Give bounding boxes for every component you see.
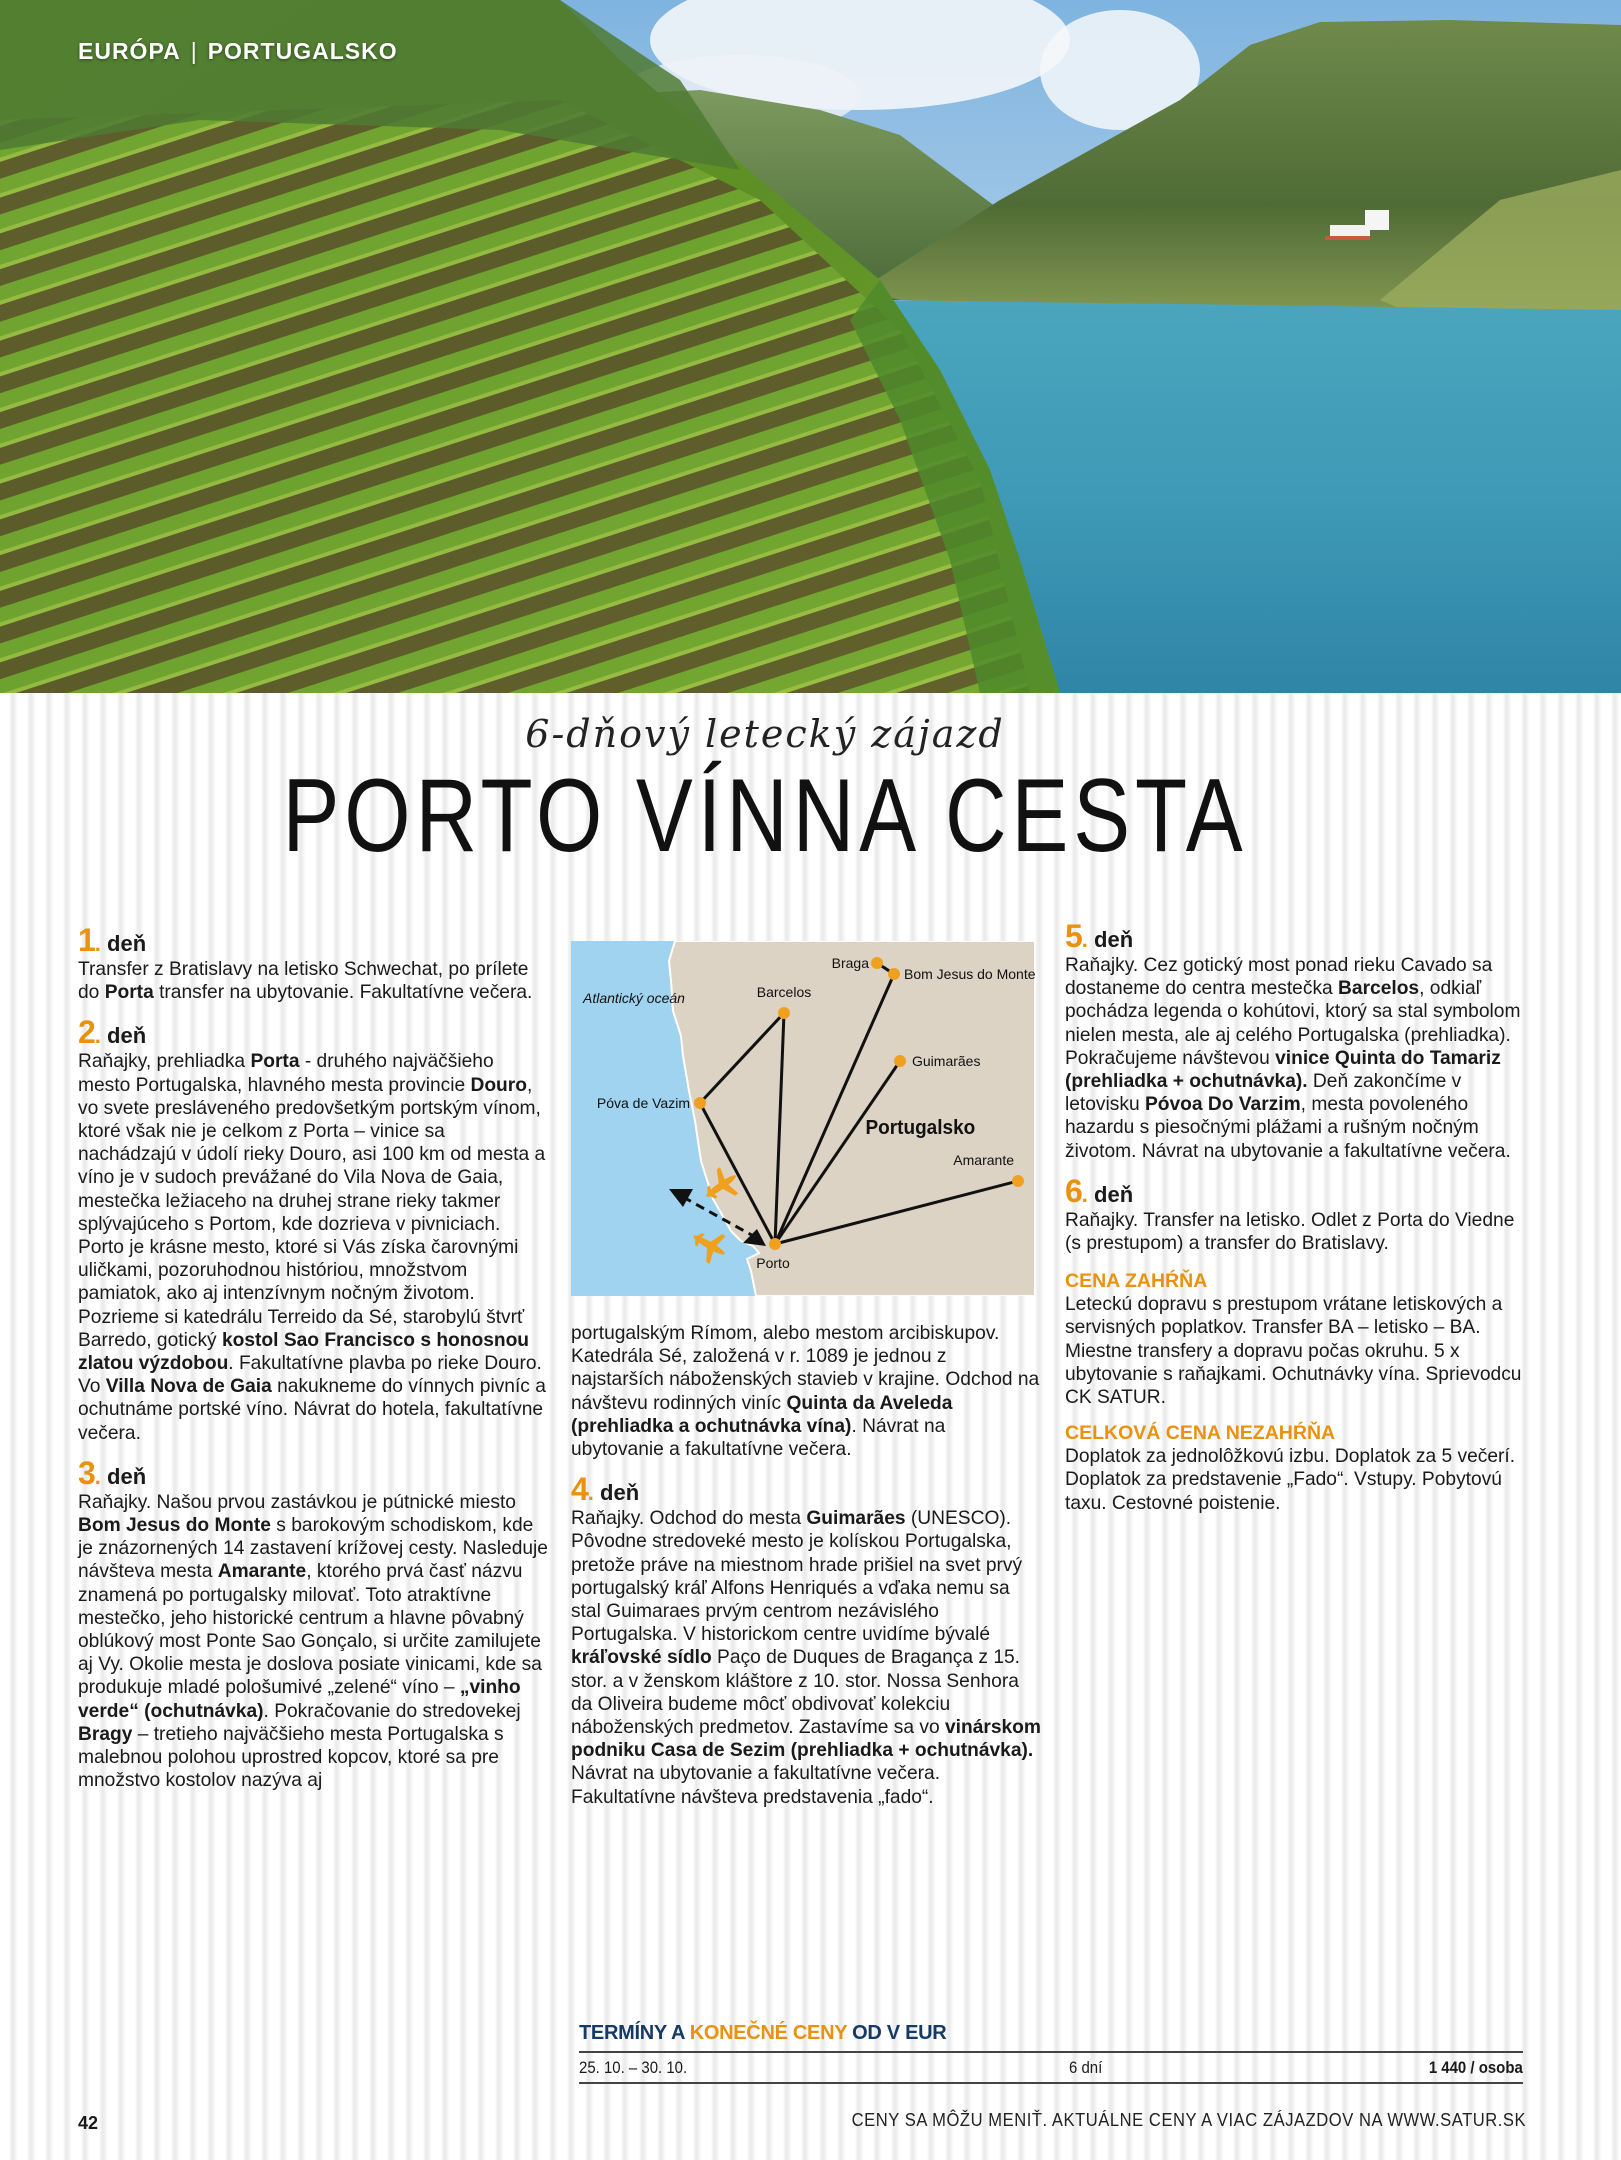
text-run: , ktorého prvá časť názvu znamená po portugalsky milovať. Toto atraktívne mestečko, jeho historické centrum a hlavne pôvabný oblúkový most Ponte Sao Gonçalo, si určite zamilujete aj Vy. Okolie mesta je doslova posiate vinicami, kde sa produkuje mladé pološumivé „zelené“ víno – [78,1561,542,1699]
text-run: , mesta povoleného hazardu s piesočnými plážami a rušným nočným životom. Návrat na ubytovanie a fakultatívne večera. [1065,1094,1511,1162]
included-heading: CENA ZAHŔŇA [1065,1270,1208,1293]
text-run: , vo svete presláveného predovšetkým portským vínom, ktoré však nie je celkom z Porta – vinice sa nachádzajú v údolí rieky Douro, asi 100 km od mesta a víno je v sudoch prevážané do Vila Nova de Gaia, mestečka ležiaceho na druhej strane rieky takmer splývajúceho s Portom, kde dozrieva v pivniciach. Porto je krásne mesto, ktoré si Vás získa čarovnými uličkami, pozoruhodnou históriou, množstvom pamiatok, ako aj intenzívnym nočným životom. Pozrieme si katedrálu Terreido da Sé, starobylú štvrť Barredo, gotický [78,1074,546,1351]
text-run: , odkiaľ pochádza legenda o kohútovi, ktorý sa stal symbolom nielen mesta, ale aj celého Portugalska (prehliadka). Pokračujeme návštevou [1065,978,1521,1069]
place-label-bomjesus: Bom Jesus do Monte [904,966,1035,982]
hero-photo [0,0,1621,693]
text-run: nakukneme do vínnych pivníc a ochutnáme portské víno. Návrat do hotela, fakultatívne večera. [78,1376,546,1444]
day-number: 4 [571,1471,588,1508]
highlighted-text: vinice Quinta do Tamariz (prehliadka + ochutnávka). [1065,1047,1501,1093]
day-description [571,1507,1041,1809]
text-run: Paço de Duques de Bragança z 15. stor. a v ženskom kláštore z 10. stor. Nossa Senhora da Oliveira budeme môcť obdivovať kolekciu náboženských predmetov. Zastavíme sa vo [571,1647,1020,1739]
place-marker-barcelos [778,1007,790,1019]
text-run: Návrat na ubytovanie a fakultatívne večera. Fakultatívne návšteva predstavenia „fado“. [571,1763,941,1808]
place-label-barcelos: Barcelos [756,984,812,1000]
highlighted-text: kostol Sao Francisco s honosnou zlatou výzdobou [78,1329,530,1375]
tour-title: PORTO VÍNNA CESTA [282,758,1248,874]
highlighted-text: Barcelos [1338,978,1420,1000]
price-table [579,2022,1523,2084]
term-dates: 25. 10. – 30. 10. [579,2057,688,2077]
highlighted-text: Póvoa Do Varzim [1144,1094,1301,1116]
text-run: . Fakultatívne plavba po rieke Douro. Vo [78,1353,542,1398]
term-price: 1 440 / osoba [1429,2057,1523,2077]
text-run: . Návrat na ubytovanie a fakultatívne večera. [571,1415,946,1461]
day-3 [78,1454,548,1793]
highlighted-text: Villa Nova de Gaia [105,1376,272,1398]
text-run: Raňajky. Transfer na letisko. Odlet z Porta do Viedne (s prestupom) a transfer do Bratislavy. [1065,1209,1515,1255]
day-2 [78,1014,548,1444]
day-label: deň [1094,1181,1134,1207]
highlighted-text: Amarante [217,1561,307,1583]
place-marker-braga [871,957,883,969]
day-number: 3 [78,1454,95,1491]
day-1 [78,922,548,1004]
place-marker-porto [769,1238,781,1250]
place-marker-bomjesus [888,968,900,980]
day-number: 2 [78,1014,95,1051]
text-run: Raňajky, prehliadka [78,1051,251,1073]
text-run: - druhého najväčšieho mesto Portugalska, hlavného mesta provincie [78,1051,494,1096]
highlighted-text: Guimarães [806,1508,906,1530]
not-included-text: Doplatok za jednolôžkovú izbu. Doplatok za 5 večerí. Doplatok za predstavenie „Fado“. Vstupy. Pobytovú taxu. Cestovné poistenie. [1065,1446,1516,1514]
footer-note: CENY SA MÔŽU MENIŤ. AKTUÁLNE CENY A VIAC ZÁJAZDOV NA WWW.SATUR.SK [851,2110,1526,2130]
heading-part: TERMÍNY A [579,2022,690,2044]
highlighted-text: Porta [104,982,154,1004]
highlighted-text: kráľovské sídlo [571,1647,712,1669]
text-run: Raňajky. Našou prvou zastávkou je pútnické miesto [78,1491,516,1513]
text-run: transfer na ubytovanie. Fakultatívne večera. [153,982,533,1004]
day-3-continued [571,1322,1041,1461]
place-marker-amarante [1012,1175,1024,1187]
day-description [78,958,548,1004]
highlighted-text: Douro [470,1074,527,1096]
country-label: Portugalsko [865,1116,976,1140]
place-label-braga: Braga [831,955,869,971]
breadcrumb-continent: EURÓPA [78,38,181,64]
day-heading: 4. deň [571,1471,640,1508]
day-number: 5 [1065,918,1082,954]
place-label-amarante: Amarante [953,1152,1014,1168]
place-label-porto: Porto [756,1255,790,1271]
region-breadcrumb [78,38,398,65]
day-description [571,1322,1041,1461]
day-heading: 1. deň [78,922,147,958]
breadcrumb-separator: | [190,38,198,64]
text-run: Raňajky. Odchod do mesta [571,1508,807,1530]
tour-subtitle: 6-dňový letecký zájazd [525,712,1005,756]
day-number: 1 [78,922,95,958]
term-duration: 6 dní [1069,2057,1103,2077]
heading-accent: KONEČNÉ CENY [689,2022,847,2044]
text-run: . Pokračovanie do stredovekej [263,1700,521,1722]
highlighted-text: vinárskom podniku Casa de Sezim (prehliadka + ochutnávka). [571,1717,1041,1762]
text-run: s barokovým schodiskom, kde je znázornených 14 zastavení krížovej cesty. Nasleduje návšteva mesta [78,1515,548,1583]
heading-part: OD V EUR [846,2022,947,2044]
price-table-heading [579,2022,1523,2053]
place-marker-povoa [694,1097,706,1109]
text-run: Deň zakončíme v letovisku [1065,1071,1462,1116]
route-map [571,941,1035,1296]
text-run: (UNESCO). Pôvodne stredoveké mesto je kolískou Portugalska, pretože práve na miestnom hrade prišiel na svet prvý portugalský kráľ Alfons Henriqués a vďaka nemu sa stal Guimaraes prvým centrom nezávislého Portugalska. V historickom centre uvidíme bývalé [571,1508,1023,1646]
highlighted-text: Bragy [78,1723,133,1745]
vineyard-river-image [0,0,1621,693]
day-4 [571,1471,1041,1809]
place-label-guimaraes: Guimarães [912,1053,981,1069]
day-label: deň [107,1463,147,1489]
day-heading: 5. deň [1065,918,1134,954]
day-label: deň [107,1023,147,1049]
day-heading: 6. deň [1065,1172,1134,1209]
text-run: portugalským Rímom, alebo mestom arcibiskupov. Katedrála Sé, založená v r. 1089 je jednou z najstarších náboženských stavieb v krajine. Odchod na návštevu rodinných viníc [571,1323,1040,1414]
day-description [78,1050,548,1444]
page-number: 42 [78,2113,99,2133]
itinerary-column-middle [571,1322,1041,1823]
highlighted-text: Quinta da Aveleda (prehliadka a ochutnávka vína) [571,1392,953,1437]
route-map-svg [571,941,1035,1296]
day-6 [1065,1172,1535,1255]
itinerary-column-left [78,922,548,1807]
included-text: Leteckú dopravu s prestupom vrátane letiskových a servisných poplatkov. Transfer BA – letisko – BA. Miestne transfery a dopravu počas okruhu. 5 x ubytovanie s raňajkami. Ochutnávky vína. Sprievodcu CK SATUR. [1065,1294,1522,1409]
text-run: Transfer z Bratislavy na letisko Schwechat, po prílete do [78,959,529,1004]
day-description [78,1491,548,1793]
day-heading: 3. deň [78,1454,147,1491]
text-run: – tretieho najväčšieho mesta Portugalska s malebnou polohou uprostred kopcov, ktoré sa pre množstvo kostolov nazýva aj [78,1723,504,1792]
day-description [1065,1209,1535,1255]
day-label: deň [1094,927,1134,952]
breadcrumb-country: PORTUGALSKO [207,38,398,64]
day-label: deň [107,931,147,956]
day-label: deň [600,1480,640,1506]
highlighted-text: Porta [250,1051,300,1073]
day-5 [1065,918,1535,1163]
price-row [579,2053,1523,2084]
place-label-povoa: Póva de Vazim [596,1095,690,1111]
day-description [1065,954,1535,1163]
highlighted-text: Bom Jesus do Monte [78,1515,271,1537]
place-marker-guimaraes [894,1055,906,1067]
highlighted-text: „vinho verde“ (ochutnávka) [78,1677,521,1722]
not-included-heading: CELKOVÁ CENA NEZAHŔŇA [1065,1422,1336,1445]
day-heading: 2. deň [78,1014,147,1051]
day-number: 6 [1065,1172,1082,1209]
text-run: Raňajky. Cez gotický most ponad rieku Cavado sa dostaneme do centra mestečka [1065,955,1493,1000]
itinerary-column-right [1065,918,1535,1527]
ocean-label: Atlantický oceán [583,990,685,1006]
